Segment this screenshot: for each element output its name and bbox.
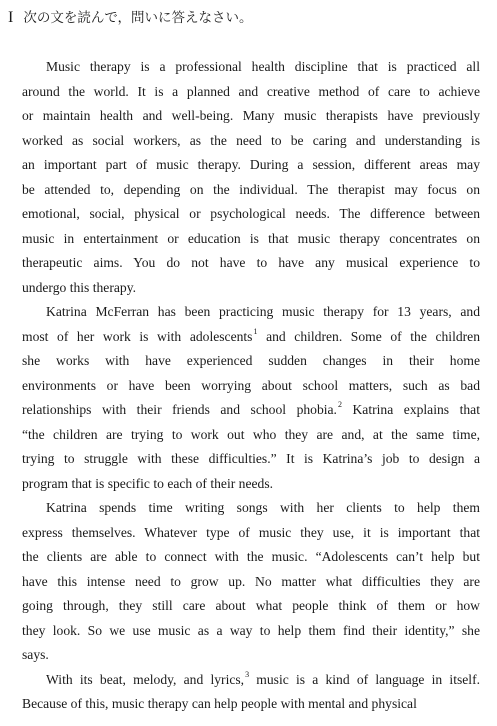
passage-line — [22, 423, 480, 448]
line-text: environments or have been worrying about school matters, such as bad — [22, 377, 480, 393]
line-text: she works with have experienced sudden changes in their home — [22, 353, 480, 368]
line-text: express themselves. Whatever type of music they use, it is important that — [22, 524, 480, 540]
passage-line — [22, 619, 480, 644]
line-text: they look. So we use music as a way to help them find their identity,” she — [22, 622, 480, 638]
passage-line — [22, 153, 480, 178]
line-text: says. — [22, 647, 49, 662]
passage-line — [22, 104, 480, 129]
passage-paragraph — [22, 55, 480, 300]
question-instruction: 次の文を読んで，問いに答えなさい。 — [23, 10, 253, 26]
line-text: Katrina spends time writing songs with her clients to help them — [46, 500, 480, 515]
line-text: emotional, social, physical or psychological needs. The difference between — [22, 206, 480, 221]
passage-line — [22, 521, 480, 546]
line-text: music is a kind of language in itself. — [249, 671, 481, 687]
line-text: therapeutic aims. You do not have to have any musical experience to — [22, 255, 480, 270]
line-text: most of her work is with adolescents — [22, 328, 253, 344]
passage-line — [22, 276, 480, 301]
passage-line — [22, 55, 480, 80]
line-text: undergo this therapy. — [22, 279, 137, 295]
line-text: “the children are trying to work out who they are and, at the same time, — [22, 426, 480, 442]
passage-line — [22, 594, 480, 619]
passage-line — [22, 570, 480, 595]
line-text: worked as social workers, as the need to be caring and understanding is — [22, 132, 480, 148]
footnote-marker: 1 — [253, 326, 258, 336]
passage-line — [22, 227, 480, 252]
passage-paragraph — [22, 300, 480, 496]
line-text: be attended to, depending on the individual. The therapist may focus on — [22, 181, 480, 197]
passage-line — [22, 178, 480, 203]
footnote-marker: 3 — [245, 669, 250, 679]
line-text: Katrina McFerran has been practicing music therapy for 13 years, and — [46, 304, 480, 319]
passage-line — [22, 202, 480, 227]
passage-line — [22, 325, 480, 350]
line-text: or maintain health and well-being. Many music therapists have previously — [22, 108, 480, 123]
passage-line — [22, 80, 480, 105]
passage-line — [22, 129, 480, 154]
passage-line — [22, 300, 480, 325]
passage-line — [22, 398, 480, 423]
question-header — [8, 6, 253, 27]
line-text: program that is specific to each of their needs. — [22, 475, 274, 491]
line-text: relationships with their friends and school phobia. — [22, 402, 337, 417]
line-text: music in entertainment or education is that music therapy concentrates on — [22, 230, 480, 246]
passage-paragraph — [22, 668, 480, 717]
line-text: an important part of music therapy. During a session, different areas may — [22, 157, 480, 172]
line-text: With its beat, melody, and lyrics, — [46, 671, 245, 687]
passage-line — [22, 349, 480, 374]
question-number: I — [8, 9, 14, 26]
passage-paragraph — [22, 496, 480, 668]
reading-passage — [22, 55, 480, 717]
passage-line — [22, 496, 480, 521]
line-text: have this intense need to grow up. No matter what difficulties they are — [22, 573, 480, 589]
line-text: trying to struggle with these difficulties.” It is Katrina’s job to design a — [22, 451, 480, 466]
footnote-marker: 2 — [337, 400, 342, 409]
passage-line — [22, 374, 480, 399]
line-text: Because of this, music therapy can help people with mental and physical — [22, 696, 417, 711]
line-text: around the world. It is a planned and creative method of care to achieve — [22, 83, 480, 99]
line-text: Music therapy is a professional health discipline that is practiced all — [46, 59, 480, 74]
line-text: the clients are able to connect with the music. “Adolescents can’t help but — [22, 549, 480, 564]
line-text: going through, they still care about what people think of them or how — [22, 598, 480, 613]
passage-line — [22, 692, 480, 717]
passage-line — [22, 545, 480, 570]
passage-line — [22, 251, 480, 276]
line-text: Katrina explains that — [341, 402, 480, 417]
passage-line — [22, 643, 480, 668]
passage-line — [22, 472, 480, 497]
line-text: and children. Some of the children — [257, 328, 481, 344]
passage-line — [22, 668, 480, 693]
passage-line — [22, 447, 480, 472]
